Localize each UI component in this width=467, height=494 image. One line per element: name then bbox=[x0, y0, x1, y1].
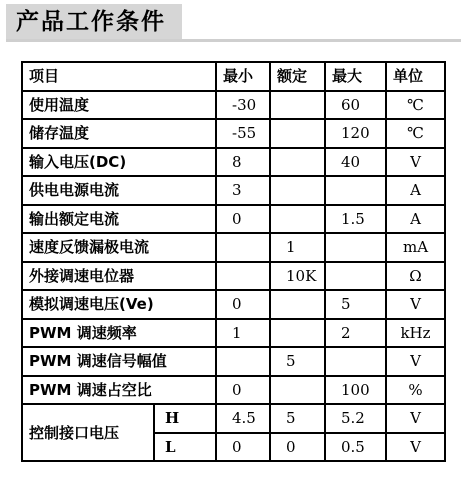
section-header-rule bbox=[6, 39, 461, 42]
row-max: 5.2 bbox=[325, 404, 386, 433]
row-item: 速度反馈漏极电流 bbox=[22, 233, 216, 262]
row-min bbox=[216, 262, 270, 291]
row-unit: V bbox=[386, 347, 445, 376]
row-item: PWM 调速信号幅值 bbox=[22, 347, 216, 376]
row-min: -55 bbox=[216, 119, 270, 148]
row-max: 2 bbox=[325, 319, 386, 348]
section-title: 产品工作条件 bbox=[16, 9, 166, 35]
row-unit: % bbox=[386, 376, 445, 405]
row-rated: 0 bbox=[270, 433, 325, 462]
row-item: 供电电源电流 bbox=[22, 176, 216, 205]
row-max: 100 bbox=[325, 376, 386, 405]
row-min: 0 bbox=[216, 376, 270, 405]
row-rated bbox=[270, 319, 325, 348]
header-min: 最小 bbox=[216, 62, 270, 91]
table-row bbox=[22, 119, 445, 148]
row-item: PWM 调速占空比 bbox=[22, 376, 216, 405]
row-rated bbox=[270, 176, 325, 205]
row-unit: V bbox=[386, 290, 445, 319]
table-row bbox=[22, 91, 445, 120]
row-min: 0 bbox=[216, 290, 270, 319]
row-item: 输入电压(DC) bbox=[22, 148, 216, 177]
row-max bbox=[325, 176, 386, 205]
row-item: 输出额定电流 bbox=[22, 205, 216, 234]
row-unit: A bbox=[386, 205, 445, 234]
row-item: 模拟调速电压(Ve) bbox=[22, 290, 216, 319]
row-max bbox=[325, 233, 386, 262]
row-rated bbox=[270, 148, 325, 177]
header-max: 最大 bbox=[325, 62, 386, 91]
row-min: 4.5 bbox=[216, 404, 270, 433]
row-min: 8 bbox=[216, 148, 270, 177]
row-max: 1.5 bbox=[325, 205, 386, 234]
row-max: 60 bbox=[325, 91, 386, 120]
table-row bbox=[22, 233, 445, 262]
row-rated: 5 bbox=[270, 347, 325, 376]
row-unit: V bbox=[386, 404, 445, 433]
header-rated: 额定 bbox=[270, 62, 325, 91]
row-unit: mA bbox=[386, 233, 445, 262]
control-voltage-label: 控制接口电压 bbox=[22, 404, 154, 461]
table-row bbox=[22, 148, 445, 177]
row-rated: 1 bbox=[270, 233, 325, 262]
table-row bbox=[22, 290, 445, 319]
table-row bbox=[22, 205, 445, 234]
row-rated bbox=[270, 376, 325, 405]
row-min: 3 bbox=[216, 176, 270, 205]
row-item: 使用温度 bbox=[22, 91, 216, 120]
row-min: 0 bbox=[216, 205, 270, 234]
row-min: 1 bbox=[216, 319, 270, 348]
row-rated bbox=[270, 119, 325, 148]
table-row bbox=[22, 176, 445, 205]
row-rated bbox=[270, 91, 325, 120]
row-min: 0 bbox=[216, 433, 270, 462]
table-row bbox=[22, 262, 445, 291]
row-unit: A bbox=[386, 176, 445, 205]
row-max: 0.5 bbox=[325, 433, 386, 462]
row-item: 外接调速电位器 bbox=[22, 262, 216, 291]
table-row-control-high bbox=[22, 404, 445, 433]
row-unit: kHz bbox=[386, 319, 445, 348]
row-rated bbox=[270, 290, 325, 319]
table-header-row bbox=[22, 62, 445, 91]
header-item: 项目 bbox=[22, 62, 216, 91]
table-row bbox=[22, 376, 445, 405]
row-unit: V bbox=[386, 148, 445, 177]
row-unit: Ω bbox=[386, 262, 445, 291]
row-min: -30 bbox=[216, 91, 270, 120]
row-max bbox=[325, 262, 386, 291]
table-row bbox=[22, 319, 445, 348]
table-row bbox=[22, 347, 445, 376]
row-max: 120 bbox=[325, 119, 386, 148]
row-rated: 10K bbox=[270, 262, 325, 291]
row-unit: V bbox=[386, 433, 445, 462]
operating-conditions-table bbox=[21, 61, 446, 462]
row-item: 储存温度 bbox=[22, 119, 216, 148]
level-low: L bbox=[154, 433, 216, 462]
row-rated: 5 bbox=[270, 404, 325, 433]
row-max: 40 bbox=[325, 148, 386, 177]
row-item: PWM 调速频率 bbox=[22, 319, 216, 348]
row-max: 5 bbox=[325, 290, 386, 319]
level-high: H bbox=[154, 404, 216, 433]
row-min bbox=[216, 347, 270, 376]
row-rated bbox=[270, 205, 325, 234]
row-unit: ℃ bbox=[386, 119, 445, 148]
row-min bbox=[216, 233, 270, 262]
section-header bbox=[6, 4, 461, 42]
row-max bbox=[325, 347, 386, 376]
row-unit: ℃ bbox=[386, 91, 445, 120]
header-unit: 单位 bbox=[386, 62, 445, 91]
